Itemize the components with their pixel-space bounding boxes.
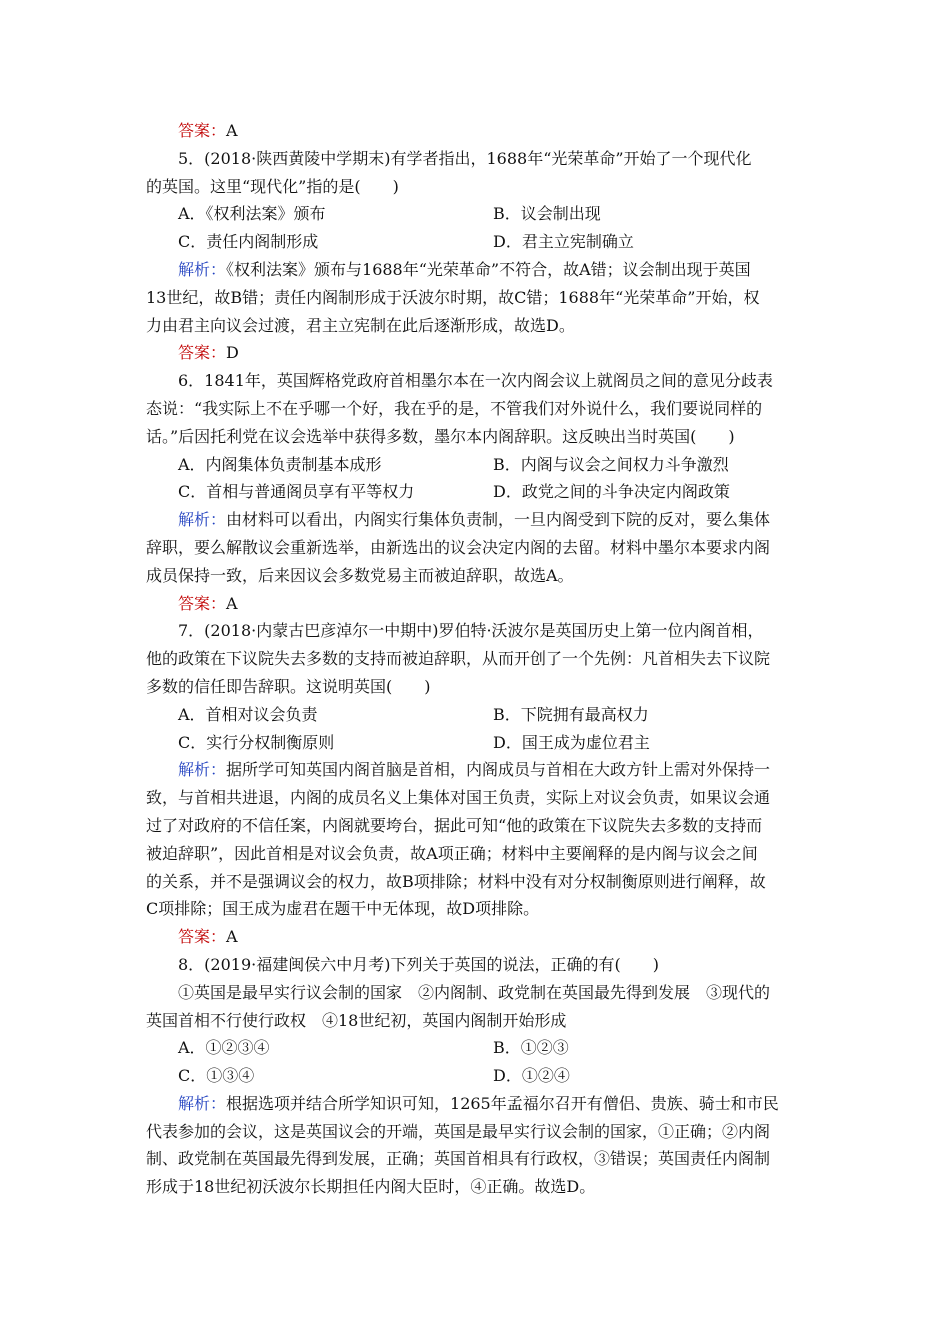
option-a: A．《权利法案》颁布 xyxy=(178,204,326,224)
analysis-line: 形成于18世纪初沃波尔长期担任内阁大臣时，④正确。故选D。 xyxy=(146,1177,596,1197)
question-6 xyxy=(146,367,808,617)
answer-label: 答案： xyxy=(178,593,227,613)
analysis-line: 代表参加的会议，这是英国议会的开端，英国是最早实行议会制的国家，①正确；②内阁 xyxy=(146,1121,771,1141)
option-b: B．议会制出现 xyxy=(493,204,601,224)
option-b: B．下院拥有最高权力 xyxy=(493,704,649,724)
question-stem-line: 7．(2018·内蒙古巴彦淖尔一中期中)罗伯特·沃波尔是英国历史上第一位内阁首相， xyxy=(178,621,764,641)
option-b: B．①②③ xyxy=(493,1038,569,1058)
option-d: D．国王成为虚位君主 xyxy=(493,732,650,752)
options-row xyxy=(146,1034,808,1062)
options-row xyxy=(146,200,808,228)
document-page xyxy=(146,117,808,1201)
answer-line xyxy=(146,923,808,951)
answer-value: D xyxy=(226,343,239,363)
answer-label: 答案： xyxy=(178,121,227,140)
question-stem-line: 英国首相不行使行政权 ④18世纪初，英国内阁制开始形成 xyxy=(146,1010,567,1030)
options-row xyxy=(146,478,808,506)
option-c: C．实行分权制衡原则 xyxy=(178,732,335,752)
analysis-line: 13世纪，故B错；责任内阁制形成于沃波尔时期，故C错；1688年“光荣革命”开始，权 xyxy=(146,287,760,307)
analysis-text: 由材料可以看出，内阁实行集体负责制，一旦内阁受到下院的反对，要么集体 xyxy=(226,510,771,530)
question-stem-line: ①英国是最早实行议会制的国家 ②内阁制、政党制在英国最先得到发展 ③现代的 xyxy=(178,982,771,1002)
analysis-text: 据所学可知英国内阁首脑是首相，内阁成员与首相在大政方针上需对外保持一 xyxy=(226,760,771,780)
option-a: A．①②③④ xyxy=(178,1038,270,1058)
question-stem-line: 态说：“我实际上不在乎哪一个好，我在乎的是，不管我们对外说什么，我们要说同样的 xyxy=(146,398,763,418)
option-c: C．首相与普通阁员享有平等权力 xyxy=(178,482,415,502)
option-a: A．首相对议会负责 xyxy=(178,704,318,724)
analysis-label: 解析： xyxy=(178,760,227,780)
question-stem-line: 多数的信任即告辞职。这说明英国( ) xyxy=(146,676,431,696)
analysis-line: C项排除；国王成为虚君在题干中无体现，故D项排除。 xyxy=(146,899,540,919)
question-8 xyxy=(146,951,808,1201)
answer-label: 答案： xyxy=(178,343,227,363)
analysis-label: 解析： xyxy=(178,510,227,530)
question-5 xyxy=(146,145,808,367)
question-stem-line: 话。”后因托利党在议会选举中获得多数，墨尔本内阁辞职。这反映出当时英国( ) xyxy=(146,426,735,446)
analysis-line xyxy=(146,756,808,784)
analysis-text: 《权利法案》颁布与1688年“光荣革命”不符合，故A错；议会制出现于英国 xyxy=(226,259,751,279)
options-row xyxy=(146,1062,808,1090)
option-d: D．政党之间的斗争决定内阁政策 xyxy=(493,482,730,502)
analysis-label: 解析： xyxy=(178,259,227,279)
analysis-label: 解析： xyxy=(178,1093,227,1113)
analysis-line: 的关系，并不是强调议会的权力，故B项排除；材料中没有对分权制衡原则进行阐释，故 xyxy=(146,871,766,891)
question-stem-line: 5．(2018·陕西黄陵中学期末)有学者指出，1688年“光荣革命”开始了一个现代化 xyxy=(178,148,752,168)
answer-line xyxy=(146,339,808,367)
answer-value: A xyxy=(226,593,238,613)
answer-value: A xyxy=(226,927,238,947)
answer-line xyxy=(146,117,808,145)
option-a: A．内阁集体负责制基本成形 xyxy=(178,454,382,474)
question-stem-line: 的英国。这里“现代化”指的是( ) xyxy=(146,176,399,196)
analysis-line: 被迫辞职”，因此首相是对议会负责，故A项正确；材料中主要阐释的是内阁与议会之间 xyxy=(146,843,758,863)
analysis-line: 成员保持一致，后来因议会多数党易主而被迫辞职，故选A。 xyxy=(146,565,574,585)
options-row xyxy=(146,729,808,757)
answer-line xyxy=(146,590,808,618)
answer-value: A xyxy=(226,121,238,140)
options-row xyxy=(146,451,808,479)
option-d: D．①②④ xyxy=(493,1066,570,1086)
question-stem-line: 8．(2019·福建闽侯六中月考)下列关于英国的说法，正确的有( ) xyxy=(178,954,659,974)
analysis-line xyxy=(146,506,808,534)
analysis-line: 力由君主向议会过渡，君主立宪制在此后逐渐形成，故选D。 xyxy=(146,315,575,335)
options-row xyxy=(146,228,808,256)
analysis-line: 致，与首相共进退，内阁的成员名义上集体对国王负责，实际上对议会负责，如果议会通 xyxy=(146,788,771,808)
analysis-line xyxy=(146,1090,808,1118)
analysis-line: 制、政党制在英国最先得到发展，正确；英国首相具有行政权，③错误；英国责任内阁制 xyxy=(146,1149,771,1169)
options-row xyxy=(146,701,808,729)
analysis-line: 过了对政府的不信任案，内阁就要垮台，据此可知“他的政策在下议院失去多数的支持而 xyxy=(146,815,763,835)
analysis-text: 根据选项并结合所学知识可知，1265年孟福尔召开有僧侣、贵族、骑士和市民 xyxy=(226,1093,779,1113)
analysis-line xyxy=(146,256,808,284)
question-7 xyxy=(146,617,808,951)
option-b: B．内阁与议会之间权力斗争激烈 xyxy=(493,454,729,474)
question-stem-line: 6．1841年，英国辉格党政府首相墨尔本在一次内阁会议上就阁员之间的意见分歧表 xyxy=(178,371,773,391)
analysis-line: 辞职，要么解散议会重新选举，由新选出的议会决定内阁的去留。材料中墨尔本要求内阁 xyxy=(146,537,771,557)
question-stem-line: 他的政策在下议院失去多数的支持而被迫辞职，从而开创了一个先例：凡首相失去下议院 xyxy=(146,649,771,669)
option-c: C．①③④ xyxy=(178,1066,255,1086)
option-c: C．责任内阁制形成 xyxy=(178,232,319,252)
option-d: D．君主立宪制确立 xyxy=(493,232,634,252)
answer-label: 答案： xyxy=(178,927,227,947)
